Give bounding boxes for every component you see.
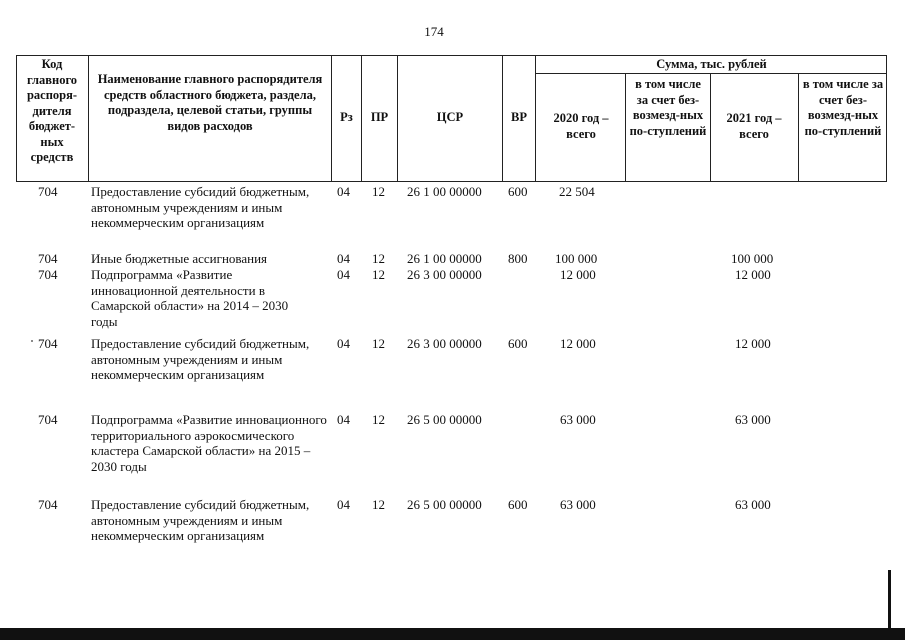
row-vr: 600	[508, 184, 528, 199]
header-2021-gratis: в том числе за счет без-возмезд-ных по-ступлений	[802, 77, 884, 138]
row-2021: 63 000	[735, 497, 771, 512]
row-name: Иные бюджетные ассигнования	[91, 251, 268, 266]
header-2021-total: 2021 год – всего	[726, 111, 782, 141]
row-rz: 04	[337, 184, 350, 199]
row-rz: 04	[337, 251, 350, 266]
row-vr: 600	[508, 336, 528, 351]
header-subdivider	[535, 73, 887, 74]
row-2020: 100 000	[555, 251, 598, 266]
row-2020: 22 504	[559, 184, 595, 199]
row-name: Предоставление субсидий бюджетным, автономным учреждениям и иным некоммерческим организациям	[91, 184, 310, 231]
row-rz: 04	[337, 267, 350, 282]
row-rz: 04	[337, 412, 350, 427]
scan-edge	[888, 570, 891, 630]
row-name: Предоставление субсидий бюджетным, автономным учреждениям и иным некоммерческим организациям	[91, 497, 310, 544]
header-pr: ПР	[370, 110, 389, 124]
row-pr: 12	[372, 267, 385, 282]
row-code: 704	[38, 497, 58, 512]
row-2021: 63 000	[735, 412, 771, 427]
row-name: Подпрограмма «Развитие инновационной деятельности в Самарской области» на 2014 – 2030 годы	[91, 267, 289, 329]
header-divider	[88, 55, 89, 182]
row-name: Подпрограмма «Развитие инновационного территориального аэрокосмического кластера Самарской области» на 2015 – 2030 годы	[91, 412, 327, 474]
header-name: Наименование главного распорядителя средств областного бюджета, раздела, подраздела, целевой статьи, группы видов расходов	[97, 72, 323, 133]
row-2020: 63 000	[560, 497, 596, 512]
row-csr: 26 3 00 00000	[407, 267, 482, 282]
row-pr: 12	[372, 497, 385, 512]
row-rz: 04	[337, 336, 350, 351]
row-code: 704	[38, 267, 58, 282]
row-csr: 26 5 00 00000	[407, 497, 482, 512]
page-number: 174	[424, 24, 444, 39]
row-code: 704	[38, 336, 58, 351]
header-rz: Рз	[340, 110, 353, 124]
row-vr: 800	[508, 251, 528, 266]
header-divider	[625, 73, 626, 182]
row-csr: 26 1 00 00000	[407, 251, 482, 266]
row-2021: 100 000	[731, 251, 774, 266]
row-csr: 26 3 00 00000	[407, 336, 482, 351]
row-2020: 63 000	[560, 412, 596, 427]
header-divider	[798, 73, 799, 182]
header-2020-total: 2020 год – всего	[553, 111, 609, 141]
row-code: 704	[38, 251, 58, 266]
header-divider	[710, 73, 711, 182]
row-2021: 12 000	[735, 336, 771, 351]
header-csr: ЦСР	[436, 110, 464, 124]
row-vr: 600	[508, 497, 528, 512]
row-pr: 12	[372, 336, 385, 351]
row-pr: 12	[372, 251, 385, 266]
header-divider	[535, 55, 536, 182]
row-name: Предоставление субсидий бюджетным, автономным учреждениям и иным некоммерческим организациям	[91, 336, 310, 383]
scan-speck	[31, 340, 33, 342]
row-rz: 04	[337, 497, 350, 512]
row-2020: 12 000	[560, 267, 596, 282]
row-2020: 12 000	[560, 336, 596, 351]
row-code: 704	[38, 184, 58, 199]
row-code: 704	[38, 412, 58, 427]
header-code: Код главного распоря-дителя бюджет-ных средств	[26, 57, 78, 164]
header-sum-group: Сумма, тыс. рублей	[656, 57, 767, 71]
scan-border	[0, 628, 905, 640]
row-pr: 12	[372, 184, 385, 199]
header-2020-gratis: в том числе за счет без-возмезд-ных по-ступлений	[629, 77, 707, 138]
row-2021: 12 000	[735, 267, 771, 282]
row-csr: 26 1 00 00000	[407, 184, 482, 199]
row-pr: 12	[372, 412, 385, 427]
header-vr: ВР	[511, 110, 527, 124]
row-csr: 26 5 00 00000	[407, 412, 482, 427]
